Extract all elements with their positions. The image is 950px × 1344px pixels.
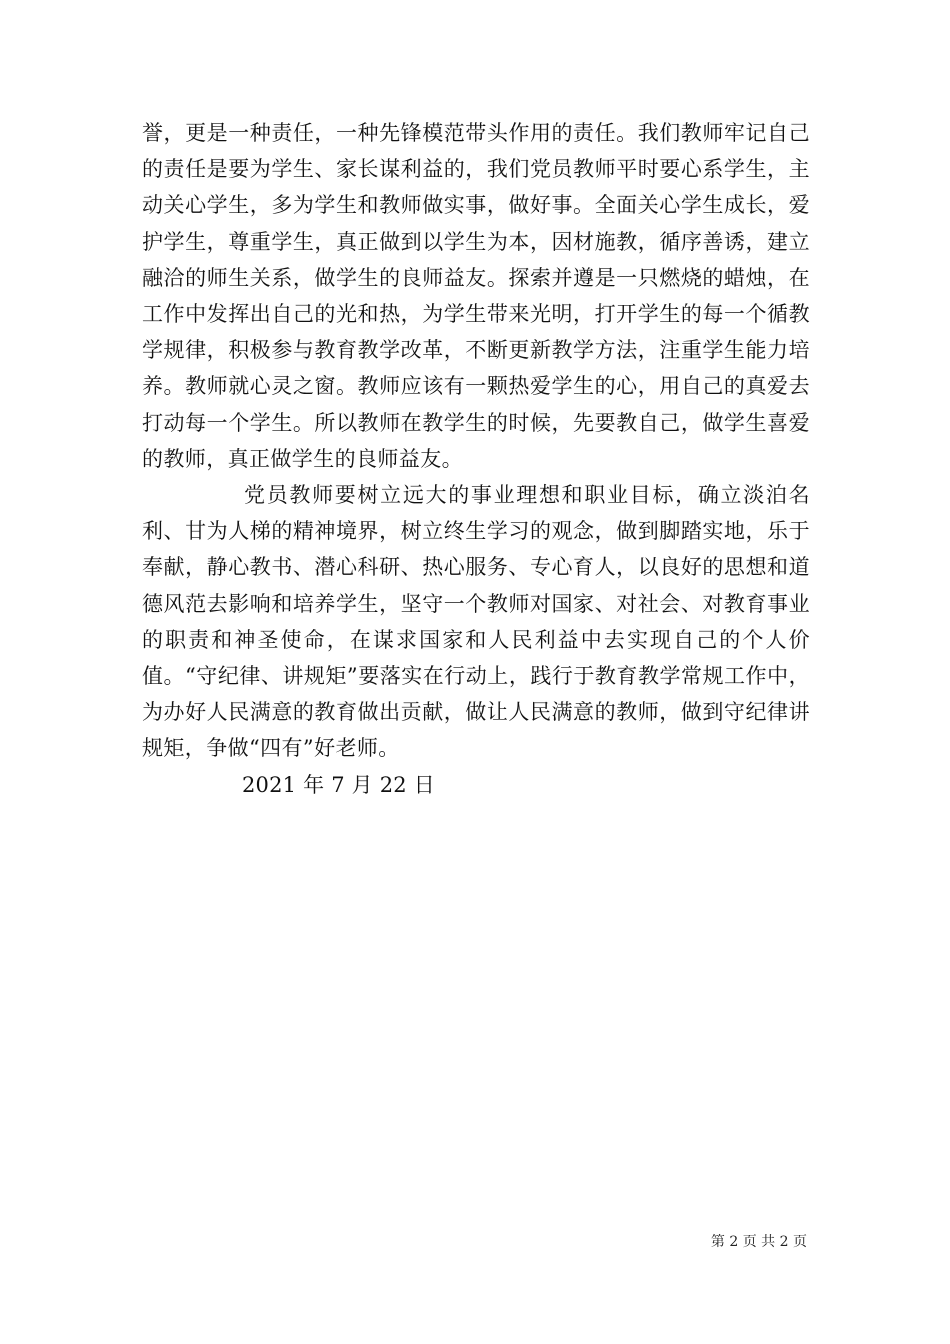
paragraph-continuation: 誉，更是一种责任，一种先锋模范带头作用的责任。我们教师牢记自己的责任是要为学生、家长谋利益的，我们党员教师平时要心系学生，主动关心学生，多为学生和教师做实事，做好事。全面关心学生成长，爱护学生，尊重学生，真正做到以学生为本，因材施教，循序善诱，建立融洽的师生关系，做学生的良师益友。探索并遵是一只燃烧的蜡烛，在工作中发挥出自己的光和热，为学生带来光明，打开学生的每一个循教学规律，积极参与教育教学改革，不断更新教学方法，注重学生能力培养。教师就心灵之窗。教师应该有一颗热爱学生的心，用自己的真爱去打动每一个学生。所以教师在教学生的时候，先要教自己，做学生喜爱的教师，真正做学生的良师益友。 [142,121,810,471]
paragraph-party-teachers: 党员教师要树立远大的事业理想和职业目标，确立淡泊名利、甘为人梯的精神境界，树立终生学习的观念，做到脚踏实地，乐于奉献，静心教书、潜心科研、热心服务、专心育人，以良好的思想和道德风范去影响和培养学生，坚守一个教师对国家、对社会、对教育事业的职责和神圣使命，在谋求国家和人民利益中去实现自己的个人价值。“守纪律、讲规矩”要落实在行动上，践行于教育教学常规工作中，为办好人民满意的教育做出贡献，做让人民满意的教师，做到守纪律讲规矩，争做“四有”好老师。 [142,483,810,761]
document-body [142,115,810,803]
document-date: 2021 年 7 月 22 日 [242,772,435,797]
page-number-footer: 第 2 页 共 2 页 [710,1234,807,1250]
